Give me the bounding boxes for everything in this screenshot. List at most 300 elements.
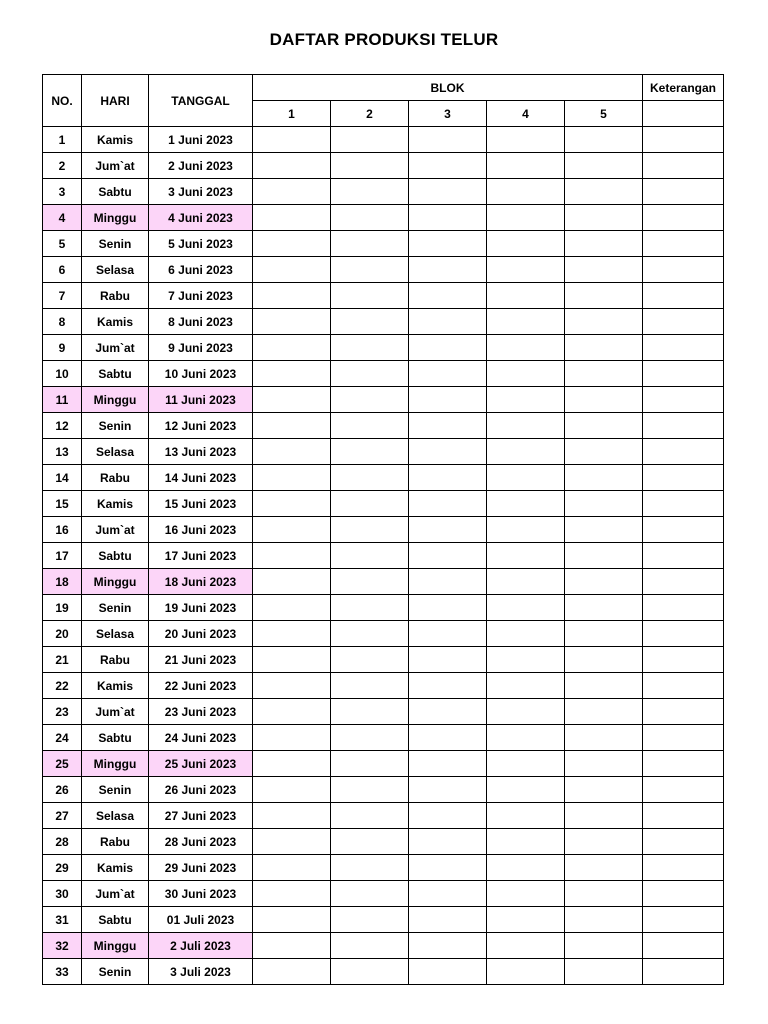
cell-blok-3[interactable] (409, 179, 487, 205)
header-blok-2: 2 (331, 101, 409, 127)
cell-blok-4[interactable] (487, 803, 565, 829)
cell-blok-2[interactable] (331, 205, 409, 231)
cell-tanggal: 25 Juni 2023 (149, 751, 253, 777)
cell-blok-2[interactable] (331, 569, 409, 595)
cell-no: 32 (43, 933, 82, 959)
cell-blok-4[interactable] (487, 257, 565, 283)
cell-blok-4[interactable] (487, 751, 565, 777)
header-no: NO. (43, 75, 82, 127)
cell-blok-2[interactable] (331, 543, 409, 569)
table-row (43, 855, 724, 881)
cell-keterangan[interactable] (643, 855, 724, 881)
cell-blok-2[interactable] (331, 309, 409, 335)
cell-blok-5[interactable] (565, 335, 643, 361)
cell-keterangan[interactable] (643, 153, 724, 179)
table-row (43, 283, 724, 309)
cell-blok-5[interactable] (565, 829, 643, 855)
cell-blok-3[interactable] (409, 933, 487, 959)
cell-tanggal: 23 Juni 2023 (149, 699, 253, 725)
cell-hari: Jum`at (82, 335, 149, 361)
cell-blok-2[interactable] (331, 855, 409, 881)
cell-blok-2[interactable] (331, 465, 409, 491)
cell-keterangan[interactable] (643, 283, 724, 309)
cell-blok-2[interactable] (331, 881, 409, 907)
cell-blok-2[interactable] (331, 387, 409, 413)
cell-hari: Selasa (82, 803, 149, 829)
cell-keterangan[interactable] (643, 439, 724, 465)
cell-blok-5[interactable] (565, 283, 643, 309)
cell-hari: Senin (82, 777, 149, 803)
cell-blok-1[interactable] (253, 127, 331, 153)
cell-no: 11 (43, 387, 82, 413)
cell-blok-4[interactable] (487, 959, 565, 985)
cell-blok-2[interactable] (331, 751, 409, 777)
cell-blok-1[interactable] (253, 569, 331, 595)
cell-blok-5[interactable] (565, 413, 643, 439)
cell-blok-5[interactable] (565, 907, 643, 933)
cell-blok-3[interactable] (409, 621, 487, 647)
table-row (43, 387, 724, 413)
cell-blok-4[interactable] (487, 933, 565, 959)
cell-blok-4[interactable] (487, 673, 565, 699)
cell-tanggal: 6 Juni 2023 (149, 257, 253, 283)
cell-no: 23 (43, 699, 82, 725)
cell-blok-4[interactable] (487, 543, 565, 569)
cell-hari: Jum`at (82, 881, 149, 907)
cell-blok-5[interactable] (565, 543, 643, 569)
cell-blok-3[interactable] (409, 725, 487, 751)
cell-blok-1[interactable] (253, 803, 331, 829)
cell-no: 3 (43, 179, 82, 205)
cell-no: 6 (43, 257, 82, 283)
table-row (43, 647, 724, 673)
cell-hari: Kamis (82, 491, 149, 517)
cell-blok-4[interactable] (487, 179, 565, 205)
cell-blok-3[interactable] (409, 543, 487, 569)
cell-blok-2[interactable] (331, 439, 409, 465)
cell-no: 14 (43, 465, 82, 491)
cell-no: 25 (43, 751, 82, 777)
cell-blok-4[interactable] (487, 387, 565, 413)
cell-tanggal: 5 Juni 2023 (149, 231, 253, 257)
table-row (43, 335, 724, 361)
cell-blok-5[interactable] (565, 257, 643, 283)
cell-blok-3[interactable] (409, 127, 487, 153)
cell-keterangan[interactable] (643, 309, 724, 335)
cell-blok-3[interactable] (409, 413, 487, 439)
cell-blok-3[interactable] (409, 777, 487, 803)
cell-blok-4[interactable] (487, 699, 565, 725)
header-row-top (43, 75, 724, 101)
cell-blok-4[interactable] (487, 465, 565, 491)
cell-blok-5[interactable] (565, 959, 643, 985)
cell-blok-1[interactable] (253, 829, 331, 855)
cell-blok-4[interactable] (487, 309, 565, 335)
cell-keterangan[interactable] (643, 777, 724, 803)
cell-hari: Sabtu (82, 179, 149, 205)
cell-hari: Senin (82, 413, 149, 439)
cell-blok-1[interactable] (253, 179, 331, 205)
cell-blok-4[interactable] (487, 361, 565, 387)
cell-tanggal: 20 Juni 2023 (149, 621, 253, 647)
cell-blok-4[interactable] (487, 829, 565, 855)
cell-blok-5[interactable] (565, 153, 643, 179)
cell-hari: Senin (82, 231, 149, 257)
cell-blok-1[interactable] (253, 283, 331, 309)
cell-hari: Kamis (82, 309, 149, 335)
header-blok: BLOK (253, 75, 643, 101)
cell-blok-2[interactable] (331, 179, 409, 205)
cell-blok-5[interactable] (565, 595, 643, 621)
cell-blok-3[interactable] (409, 855, 487, 881)
cell-blok-5[interactable] (565, 179, 643, 205)
cell-blok-4[interactable] (487, 569, 565, 595)
table-row (43, 517, 724, 543)
cell-blok-2[interactable] (331, 699, 409, 725)
cell-blok-5[interactable] (565, 127, 643, 153)
cell-keterangan[interactable] (643, 673, 724, 699)
table-row (43, 361, 724, 387)
cell-blok-2[interactable] (331, 257, 409, 283)
cell-blok-2[interactable] (331, 933, 409, 959)
cell-keterangan[interactable] (643, 621, 724, 647)
cell-blok-4[interactable] (487, 907, 565, 933)
cell-blok-4[interactable] (487, 595, 565, 621)
cell-blok-4[interactable] (487, 621, 565, 647)
cell-blok-1[interactable] (253, 257, 331, 283)
cell-no: 9 (43, 335, 82, 361)
cell-keterangan[interactable] (643, 413, 724, 439)
cell-blok-1[interactable] (253, 335, 331, 361)
table-row (43, 205, 724, 231)
cell-tanggal: 19 Juni 2023 (149, 595, 253, 621)
cell-blok-5[interactable] (565, 751, 643, 777)
cell-blok-3[interactable] (409, 361, 487, 387)
cell-blok-5[interactable] (565, 387, 643, 413)
header-blok-4: 4 (487, 101, 565, 127)
cell-hari: Rabu (82, 465, 149, 491)
cell-keterangan[interactable] (643, 725, 724, 751)
cell-keterangan[interactable] (643, 803, 724, 829)
cell-no: 27 (43, 803, 82, 829)
cell-blok-1[interactable] (253, 413, 331, 439)
cell-blok-3[interactable] (409, 309, 487, 335)
cell-blok-2[interactable] (331, 127, 409, 153)
cell-blok-1[interactable] (253, 933, 331, 959)
cell-keterangan[interactable] (643, 933, 724, 959)
table-row (43, 439, 724, 465)
cell-blok-5[interactable] (565, 465, 643, 491)
cell-keterangan[interactable] (643, 543, 724, 569)
cell-tanggal: 21 Juni 2023 (149, 647, 253, 673)
cell-keterangan[interactable] (643, 907, 724, 933)
cell-no: 21 (43, 647, 82, 673)
cell-blok-1[interactable] (253, 205, 331, 231)
cell-blok-4[interactable] (487, 777, 565, 803)
cell-blok-5[interactable] (565, 647, 643, 673)
cell-blok-5[interactable] (565, 855, 643, 881)
cell-blok-5[interactable] (565, 673, 643, 699)
table-row (43, 127, 724, 153)
cell-blok-4[interactable] (487, 283, 565, 309)
cell-tanggal: 29 Juni 2023 (149, 855, 253, 881)
cell-blok-1[interactable] (253, 699, 331, 725)
cell-keterangan[interactable] (643, 595, 724, 621)
cell-no: 19 (43, 595, 82, 621)
cell-blok-5[interactable] (565, 517, 643, 543)
cell-blok-2[interactable] (331, 829, 409, 855)
cell-tanggal: 27 Juni 2023 (149, 803, 253, 829)
cell-keterangan[interactable] (643, 829, 724, 855)
cell-no: 8 (43, 309, 82, 335)
cell-blok-2[interactable] (331, 595, 409, 621)
cell-blok-3[interactable] (409, 387, 487, 413)
table-row (43, 595, 724, 621)
cell-no: 18 (43, 569, 82, 595)
cell-blok-4[interactable] (487, 153, 565, 179)
cell-tanggal: 26 Juni 2023 (149, 777, 253, 803)
cell-blok-2[interactable] (331, 361, 409, 387)
cell-keterangan[interactable] (643, 699, 724, 725)
table-row (43, 231, 724, 257)
cell-keterangan[interactable] (643, 205, 724, 231)
cell-blok-4[interactable] (487, 491, 565, 517)
cell-blok-2[interactable] (331, 647, 409, 673)
cell-no: 5 (43, 231, 82, 257)
cell-blok-4[interactable] (487, 205, 565, 231)
cell-no: 24 (43, 725, 82, 751)
cell-blok-1[interactable] (253, 751, 331, 777)
cell-keterangan[interactable] (643, 569, 724, 595)
cell-tanggal: 1 Juni 2023 (149, 127, 253, 153)
cell-blok-3[interactable] (409, 907, 487, 933)
cell-blok-3[interactable] (409, 595, 487, 621)
cell-keterangan[interactable] (643, 257, 724, 283)
cell-hari: Sabtu (82, 725, 149, 751)
cell-keterangan[interactable] (643, 517, 724, 543)
cell-blok-1[interactable] (253, 621, 331, 647)
cell-blok-4[interactable] (487, 335, 565, 361)
cell-blok-4[interactable] (487, 647, 565, 673)
cell-tanggal: 8 Juni 2023 (149, 309, 253, 335)
cell-blok-5[interactable] (565, 777, 643, 803)
cell-blok-1[interactable] (253, 595, 331, 621)
cell-tanggal: 16 Juni 2023 (149, 517, 253, 543)
cell-blok-4[interactable] (487, 855, 565, 881)
cell-blok-3[interactable] (409, 465, 487, 491)
cell-blok-4[interactable] (487, 881, 565, 907)
cell-blok-1[interactable] (253, 361, 331, 387)
header-hari: HARI (82, 75, 149, 127)
cell-blok-3[interactable] (409, 491, 487, 517)
cell-blok-2[interactable] (331, 517, 409, 543)
cell-blok-1[interactable] (253, 855, 331, 881)
cell-blok-5[interactable] (565, 205, 643, 231)
cell-tanggal: 9 Juni 2023 (149, 335, 253, 361)
cell-tanggal: 13 Juni 2023 (149, 439, 253, 465)
cell-blok-2[interactable] (331, 283, 409, 309)
cell-keterangan[interactable] (643, 361, 724, 387)
cell-keterangan[interactable] (643, 127, 724, 153)
cell-tanggal: 15 Juni 2023 (149, 491, 253, 517)
cell-blok-3[interactable] (409, 751, 487, 777)
cell-no: 4 (43, 205, 82, 231)
table-row (43, 543, 724, 569)
cell-blok-3[interactable] (409, 673, 487, 699)
cell-blok-1[interactable] (253, 907, 331, 933)
cell-blok-4[interactable] (487, 725, 565, 751)
table-row (43, 465, 724, 491)
cell-keterangan[interactable] (643, 335, 724, 361)
cell-blok-1[interactable] (253, 673, 331, 699)
cell-blok-4[interactable] (487, 413, 565, 439)
cell-keterangan[interactable] (643, 491, 724, 517)
cell-blok-3[interactable] (409, 881, 487, 907)
table-row (43, 699, 724, 725)
header-blok-3: 3 (409, 101, 487, 127)
cell-tanggal: 14 Juni 2023 (149, 465, 253, 491)
cell-blok-3[interactable] (409, 959, 487, 985)
cell-blok-3[interactable] (409, 569, 487, 595)
table-row (43, 673, 724, 699)
cell-blok-3[interactable] (409, 517, 487, 543)
cell-blok-3[interactable] (409, 231, 487, 257)
table-row (43, 829, 724, 855)
table-row (43, 803, 724, 829)
cell-blok-2[interactable] (331, 959, 409, 985)
table-row (43, 569, 724, 595)
cell-blok-5[interactable] (565, 803, 643, 829)
cell-blok-1[interactable] (253, 959, 331, 985)
cell-hari: Selasa (82, 621, 149, 647)
cell-blok-3[interactable] (409, 283, 487, 309)
cell-no: 13 (43, 439, 82, 465)
table-row (43, 153, 724, 179)
cell-blok-5[interactable] (565, 699, 643, 725)
cell-blok-1[interactable] (253, 725, 331, 751)
cell-blok-3[interactable] (409, 803, 487, 829)
cell-blok-2[interactable] (331, 803, 409, 829)
header-keterangan: Keterangan (643, 75, 724, 101)
cell-blok-2[interactable] (331, 777, 409, 803)
header-keterangan-blank (643, 101, 724, 127)
cell-tanggal: 17 Juni 2023 (149, 543, 253, 569)
cell-blok-3[interactable] (409, 335, 487, 361)
cell-tanggal: 22 Juni 2023 (149, 673, 253, 699)
cell-blok-1[interactable] (253, 465, 331, 491)
cell-blok-2[interactable] (331, 491, 409, 517)
table-row (43, 907, 724, 933)
cell-blok-2[interactable] (331, 335, 409, 361)
cell-tanggal: 3 Juli 2023 (149, 959, 253, 985)
cell-blok-5[interactable] (565, 309, 643, 335)
table-row (43, 777, 724, 803)
cell-no: 33 (43, 959, 82, 985)
cell-blok-5[interactable] (565, 881, 643, 907)
cell-no: 28 (43, 829, 82, 855)
cell-blok-5[interactable] (565, 933, 643, 959)
cell-blok-5[interactable] (565, 361, 643, 387)
cell-blok-3[interactable] (409, 205, 487, 231)
cell-no: 15 (43, 491, 82, 517)
cell-blok-3[interactable] (409, 699, 487, 725)
cell-blok-3[interactable] (409, 257, 487, 283)
cell-no: 10 (43, 361, 82, 387)
cell-blok-1[interactable] (253, 647, 331, 673)
cell-blok-2[interactable] (331, 673, 409, 699)
cell-blok-1[interactable] (253, 153, 331, 179)
cell-keterangan[interactable] (643, 959, 724, 985)
cell-keterangan[interactable] (643, 465, 724, 491)
cell-blok-3[interactable] (409, 439, 487, 465)
cell-blok-1[interactable] (253, 439, 331, 465)
table-row (43, 257, 724, 283)
cell-hari: Sabtu (82, 543, 149, 569)
cell-keterangan[interactable] (643, 231, 724, 257)
cell-blok-2[interactable] (331, 725, 409, 751)
cell-blok-2[interactable] (331, 231, 409, 257)
cell-blok-4[interactable] (487, 439, 565, 465)
cell-blok-2[interactable] (331, 153, 409, 179)
cell-blok-4[interactable] (487, 127, 565, 153)
table-body (43, 127, 724, 985)
cell-blok-1[interactable] (253, 881, 331, 907)
cell-blok-4[interactable] (487, 517, 565, 543)
cell-keterangan[interactable] (643, 387, 724, 413)
cell-blok-2[interactable] (331, 907, 409, 933)
cell-keterangan[interactable] (643, 881, 724, 907)
cell-blok-1[interactable] (253, 387, 331, 413)
cell-no: 7 (43, 283, 82, 309)
cell-no: 16 (43, 517, 82, 543)
cell-blok-2[interactable] (331, 621, 409, 647)
cell-blok-1[interactable] (253, 777, 331, 803)
cell-blok-1[interactable] (253, 543, 331, 569)
table-row (43, 309, 724, 335)
cell-blok-5[interactable] (565, 621, 643, 647)
table-row (43, 881, 724, 907)
cell-blok-1[interactable] (253, 517, 331, 543)
cell-blok-5[interactable] (565, 231, 643, 257)
cell-blok-2[interactable] (331, 413, 409, 439)
cell-hari: Jum`at (82, 517, 149, 543)
cell-blok-5[interactable] (565, 569, 643, 595)
cell-blok-3[interactable] (409, 829, 487, 855)
cell-no: 20 (43, 621, 82, 647)
cell-blok-1[interactable] (253, 309, 331, 335)
table-row (43, 491, 724, 517)
cell-hari: Minggu (82, 387, 149, 413)
cell-keterangan[interactable] (643, 647, 724, 673)
cell-blok-5[interactable] (565, 491, 643, 517)
cell-tanggal: 12 Juni 2023 (149, 413, 253, 439)
cell-blok-3[interactable] (409, 647, 487, 673)
cell-blok-4[interactable] (487, 231, 565, 257)
cell-no: 12 (43, 413, 82, 439)
cell-blok-1[interactable] (253, 231, 331, 257)
cell-blok-5[interactable] (565, 725, 643, 751)
cell-tanggal: 18 Juni 2023 (149, 569, 253, 595)
cell-hari: Kamis (82, 855, 149, 881)
cell-keterangan[interactable] (643, 751, 724, 777)
cell-blok-5[interactable] (565, 439, 643, 465)
cell-keterangan[interactable] (643, 179, 724, 205)
cell-blok-3[interactable] (409, 153, 487, 179)
cell-blok-1[interactable] (253, 491, 331, 517)
cell-tanggal: 2 Juni 2023 (149, 153, 253, 179)
cell-no: 31 (43, 907, 82, 933)
cell-tanggal: 11 Juni 2023 (149, 387, 253, 413)
